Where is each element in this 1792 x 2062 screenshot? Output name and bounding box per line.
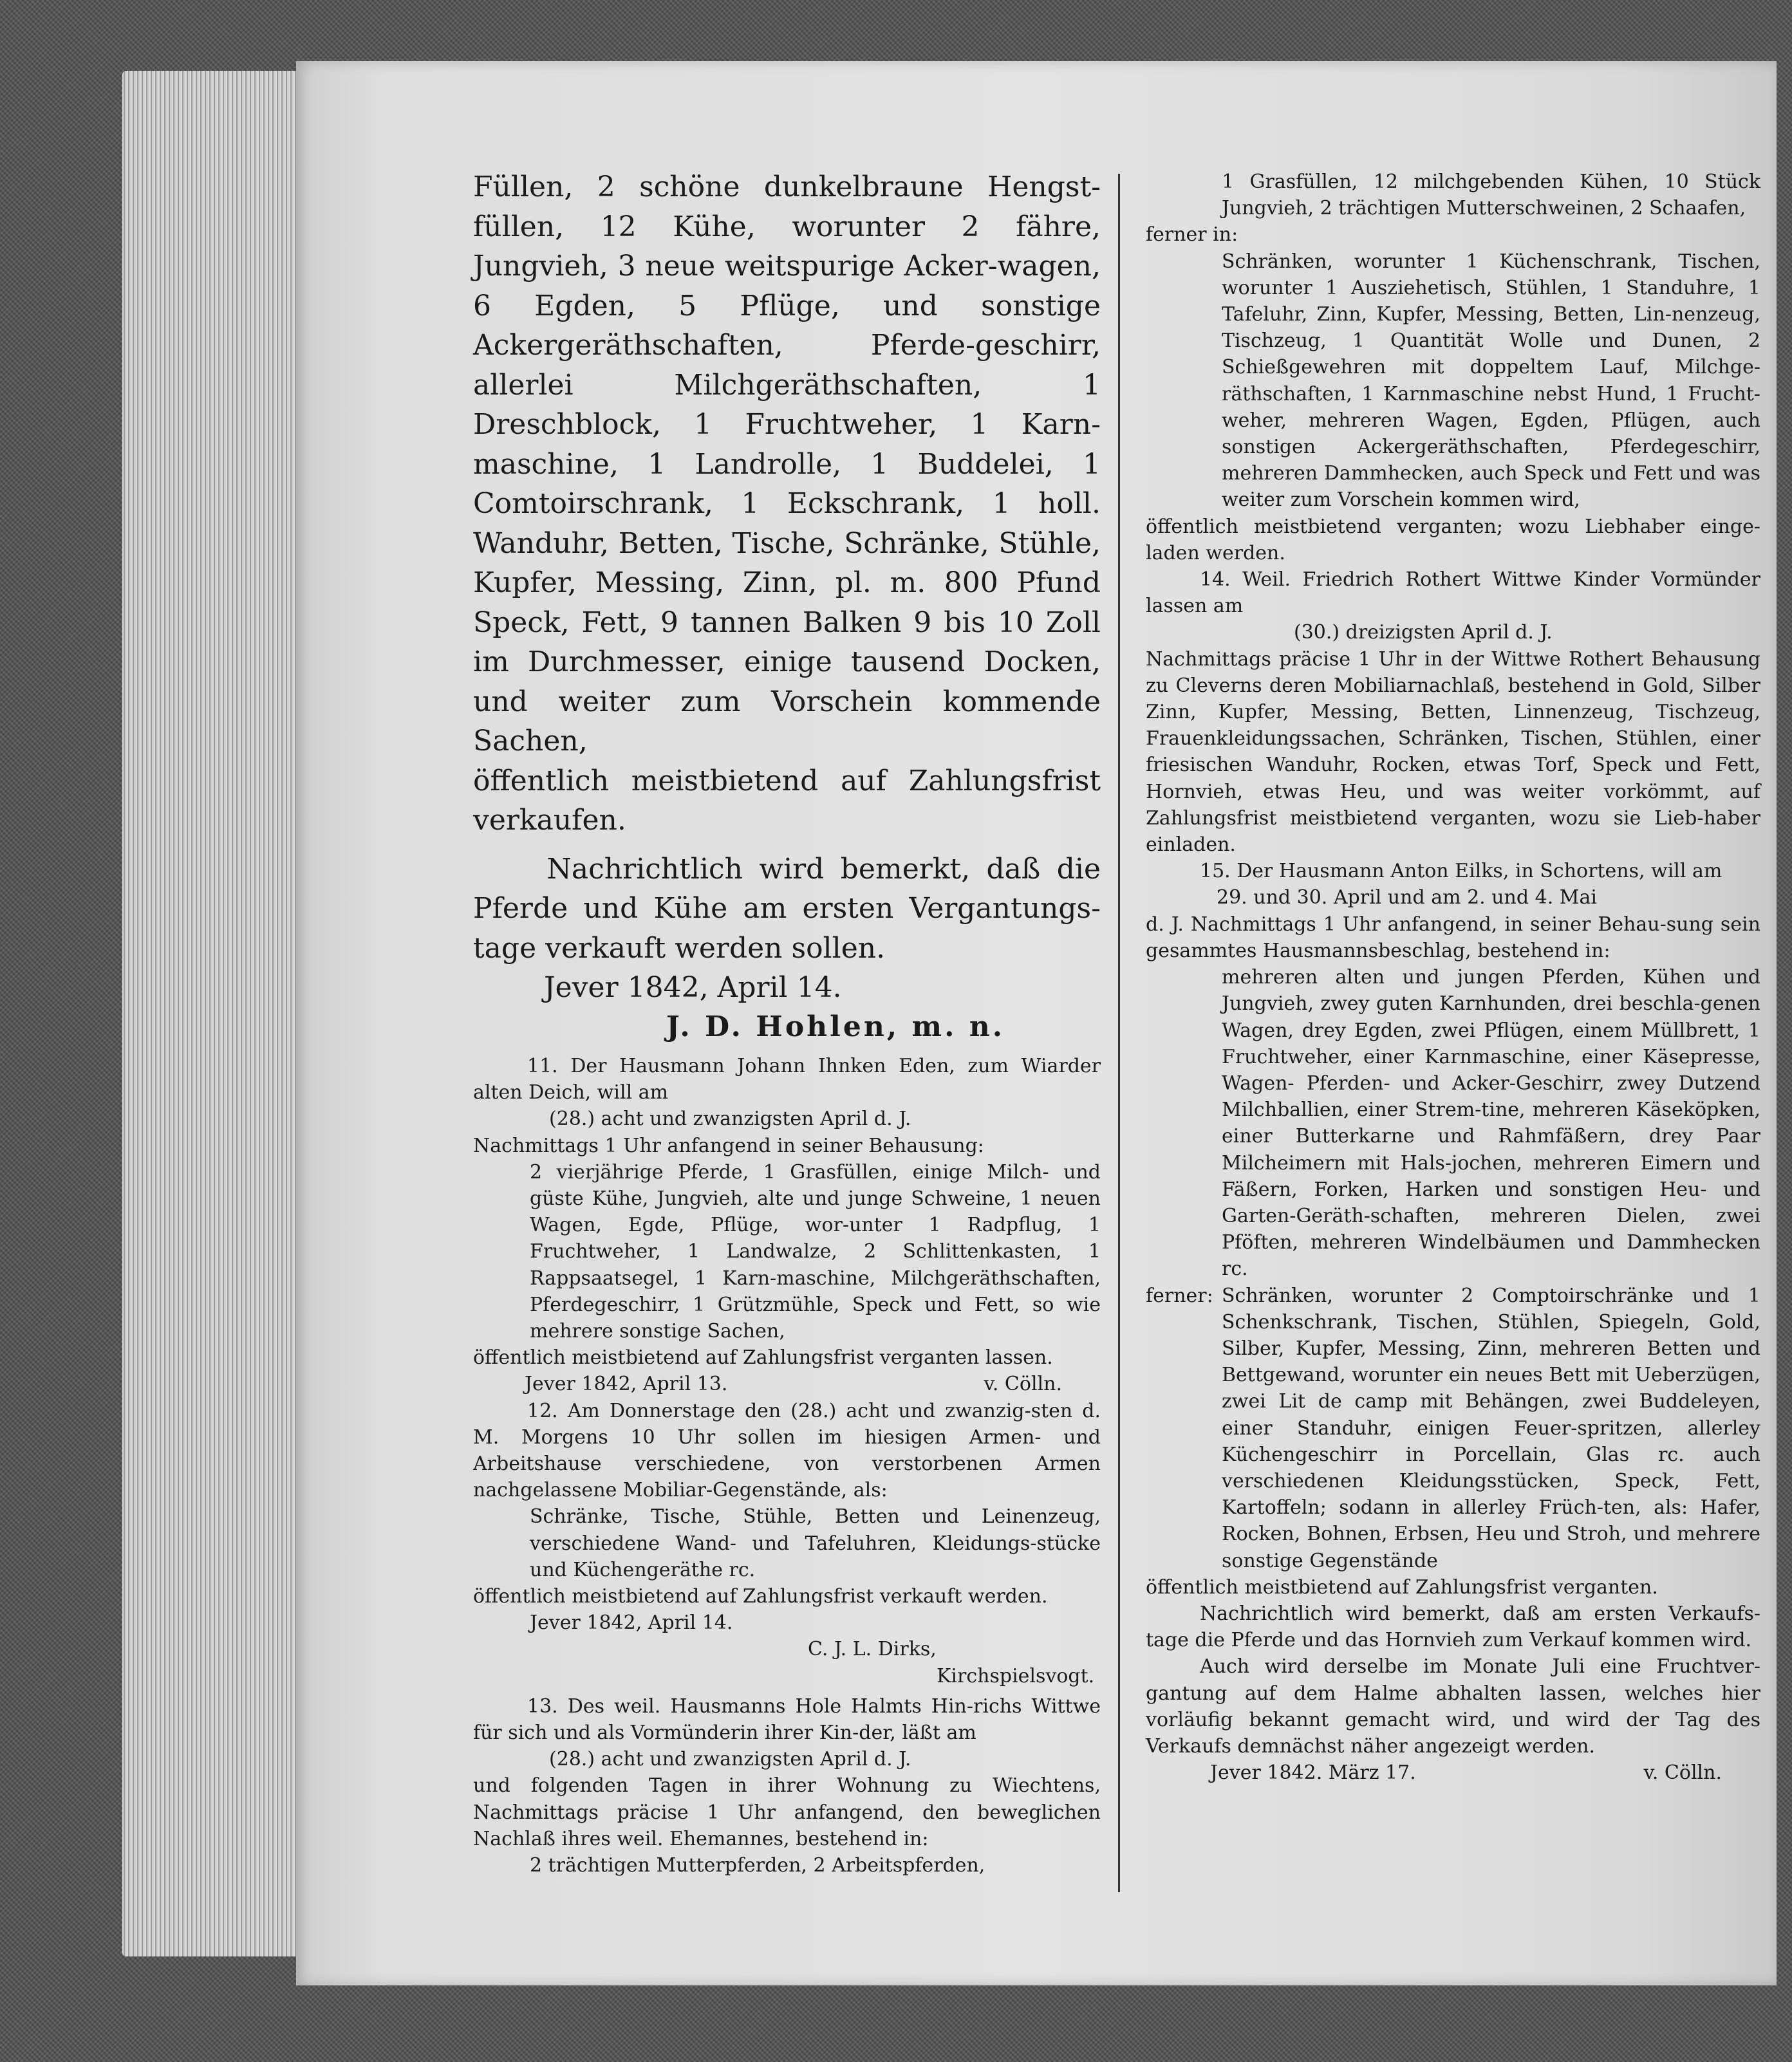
notice-15-date-line: Jever 1842. März 17. bbox=[1210, 1761, 1416, 1785]
notice-13-more-items: Schränken, worunter 1 Küchenschrank, Tischen, worunter 1 Ausziehetisch, Stühlen, 1 Standuhre, 1 Tafeluhr, Zinn, Kupfer, Messing, Betten, Lin-nenzeug, Tischzeug, 1 Quantität Wolle und Dunen, 2 Schießgewehren mit doppeltem Lauf, Milchge-räthschaften, 1 Karnmaschine nebst Hund, 1 Frucht-weher, mehreren Wagen, Egden, Pflügen, auch sonstigen Ackergeräthschaften, Pferdegeschirr, mehreren Dammhecken, auch Speck und Fett und was weiter zum Vorschein kommen wird, bbox=[1222, 250, 1760, 512]
notice-13-body: und folgenden Tagen in ihrer Wohnung zu Wiechtens, Nachmittags präcise 1 Uhr anfangend, den beweglichen Nachlaß ihres weil. Ehemannes, bestehend in: bbox=[473, 1774, 1101, 1850]
notice-15-ferner-items: Schränken, worunter 2 Comptoirschränke und 1 Schenkschrank, Tischen, Stühlen, Spiegeln, Gold, Silber, Kupfer, Messing, Zinn, mehreren Betten und Bettgewand, worunter ein neues Bett mit Ueberzügen, zwei Lit de camp mit Behängen, zwei Buddeleyen, einer Standuhr, einigen Feuer-spritzen, allerley Küchengeschirr in Porcellain, Glas rc. auch verschiedenen Kleidungsstücken, Speck, Fett, Kartoffeln; sodann in allerley Früch-ten, als: Hafer, Rocken, Bohnen, Erbsen, Heu und Stroh, und mehrere sonstige Gegenstände bbox=[1222, 1284, 1760, 1572]
notice-15-note-2: Auch wird derselbe im Monate Juli eine Fruchtver-gantung auf dem Halme abhalten lassen, welches hier vorläufig bekannt gemacht wird, und wird der Tag des Verkaufs demnächst näher angezeigt werden. bbox=[1146, 1655, 1760, 1758]
notice-11-intro: 11. Der Hausmann Johann Ihnken Eden, zum Wiarder alten Deich, will am bbox=[473, 1055, 1101, 1104]
notice-12-signature: C. J. L. Dirks, bbox=[808, 1638, 937, 1661]
notice-14-date: (30.) dreizigsten April d. J. bbox=[1294, 621, 1553, 644]
notice-15-ferner-label: ferner: bbox=[1146, 1284, 1213, 1307]
notice-paragraph: Nachrichtlich wird bemerkt, daß die Pferde und Kühe am ersten Vergantungs-tage verkauft werden sollen. bbox=[473, 852, 1101, 965]
notice-11-date: (28.) acht und zwanzigsten April d. J. bbox=[549, 1108, 911, 1131]
notice-15-sale: öffentlich meistbietend auf Zahlungsfrist verganten. bbox=[1146, 1575, 1658, 1599]
notice-15-date: 29. und 30. April und am 2. und 4. Mai bbox=[1217, 886, 1597, 909]
item-list-paragraph: Füllen, 2 schöne dunkelbraune Hengst-füllen, 12 Kühe, worunter 2 fähre, Jungvieh, 3 neue weitspurige Acker-wagen, 6 Egden, 5 Pflüge, und sonstige Ackergeräthschaften, Pferde-geschirr, allerlei Milchgeräthschaften, 1 Dreschblock, 1 Fruchtweher, 1 Karn-maschine, 1 Landrolle, 1 Buddelei, 1 Comtoirschrank, 1 Eckschrank, 1 holl. Wanduhr, Betten, Tische, Schränke, Stühle, Kupfer, Messing, Zinn, pl. m. 800 Pfund Speck, Fett, 9 tannen Balken 9 bis 10 Zoll im Durchmesser, einige tausend Docken, und weiter zum Vorschein kommende Sachen, bbox=[473, 171, 1101, 757]
notice-11-date-line: Jever 1842, April 13. bbox=[525, 1373, 728, 1396]
sale-clause: öffentlich meistbietend auf Zahlungsfrist verkaufen. bbox=[473, 764, 1101, 837]
notice-15-ferner-block bbox=[1146, 1283, 1760, 1574]
date-line: Jever 1842, April 14. bbox=[544, 971, 842, 1004]
notice-15-items: mehreren alten und jungen Pferden, Kühen und Jungvieh, zwey guten Karnhunden, drei beschla-genen Wagen, drey Egden, zwei Pflügen, einem Müllbrett, 1 Fruchtweher, einer Karnmaschine, einer Käsepresse, Wagen- Pferden- und Acker-Geschirr, zwey Dutzend Milchballien, einer Strem-tine, mehreren Käseköpken, einer Butterkarne und Rahmfäßern, drey Paar Milcheimern mit Hals-jochen, mehreren Eimern und Fäßern, Forken, Harken und sonstigen Heu- und Garten-Geräth-schaften, mehreren Dielen, zwei Pföften, mehreren Windelbäumen und Dammhecken rc. bbox=[1222, 966, 1760, 1281]
notice-13-sale: öffentlich meistbietend verganten; wozu Liebhaber einge-laden werden. bbox=[1146, 515, 1760, 564]
notice-14-intro: 14. Weil. Friedrich Rothert Wittwe Kinder Vormünder lassen am bbox=[1146, 568, 1760, 618]
notice-13-items: 2 trächtigen Mutterpferden, 2 Arbeitspferden, bbox=[530, 1854, 985, 1877]
notice-13-intro: 13. Des weil. Hausmanns Hole Halmts Hin-richs Wittwe für sich und als Vormünderin ihrer Kin-der, läßt am bbox=[473, 1695, 1101, 1745]
notice-15-time: d. J. Nachmittags 1 Uhr anfangend, in seiner Behau-sung sein gesammtes Hausmannsbeschlag, bestehend in: bbox=[1146, 913, 1760, 962]
notice-11-signature: v. Cölln. bbox=[984, 1373, 1062, 1396]
notice-12-items: Schränke, Tische, Stühle, Betten und Leinenzeug, verschiedene Wand- und Tafeluhren, Kleidungs-stücke und Küchengeräthe rc. bbox=[530, 1505, 1101, 1581]
notice-11-items: 2 vierjährige Pferde, 1 Grasfüllen, einige Milch- und güste Kühe, Jungvieh, alte und junge Schweine, 1 neuen Wagen, Egde, Pflüge, wor-unter 1 Radpflug, 1 Fruchtweher, 1 Landwalze, 2 Schlittenkasten, 1 Rappsaatsegel, 1 Karn-maschine, Milchgeräthschaften, Pferdegeschirr, 1 Grützmühle, Speck und Fett, so wie mehrere sonstige Sachen, bbox=[530, 1160, 1101, 1343]
right-column bbox=[1146, 169, 1760, 1786]
page-edges bbox=[122, 71, 303, 1956]
notice-15-footer bbox=[1146, 1760, 1760, 1786]
notice-11-footer bbox=[473, 1371, 1101, 1397]
notice-12-intro: 12. Am Donnerstage den (28.) acht und zwanzig-sten d. M. Morgens 10 Uhr sollen im hiesigen Armen- und Arbeitshause verschiedene, von verstorbenen Armen nachgelassene Mobiliar-Gegenstände, als: bbox=[473, 1399, 1101, 1502]
notice-13-items-cont: 1 Grasfüllen, 12 milchgebenden Kühen, 10 Stück Jungvieh, 2 trächtigen Mutterschweinen, 2 Schaafen, bbox=[1222, 171, 1760, 220]
notice-13-date: (28.) acht und zwanzigsten April d. J. bbox=[549, 1748, 911, 1771]
column-divider bbox=[1118, 174, 1120, 1892]
small-print-section bbox=[473, 1053, 1101, 1879]
notice-11-time: Nachmittags 1 Uhr anfangend in seiner Behausung: bbox=[473, 1134, 984, 1157]
notice-11-sale: öffentlich meistbietend auf Zahlungsfrist verganten lassen. bbox=[473, 1346, 1053, 1370]
notice-13-ferner: ferner in: bbox=[1146, 223, 1238, 246]
notice-12-sale: öffentlich meistbietend auf Zahlungsfrist verkauft werden. bbox=[473, 1585, 1048, 1608]
notice-15-note: Nachrichtlich wird bemerkt, daß am ersten Verkaufs-tage die Pferde und das Hornvieh zum Verkauf kommen wird. bbox=[1146, 1602, 1760, 1652]
large-print-section bbox=[473, 167, 1101, 1046]
notice-15-signature: v. Cölln. bbox=[1643, 1761, 1722, 1785]
notice-12-title: Kirchspielsvogt. bbox=[937, 1664, 1095, 1687]
notice-15-intro: 15. Der Hausmann Anton Eilks, in Schortens, will am bbox=[1200, 860, 1722, 883]
notice-14-body: Nachmittags präcise 1 Uhr in der Wittwe Rothert Behausung zu Cleverns deren Mobiliarnachlaß, bestehend in Gold, Silber Zinn, Kupfer, Messing, Betten, Linnenzeug, Tischzeug, Frauenkleidungssachen, Schränken, Tischen, Stühlen, einer friesischen Wanduhr, Rocken, etwas Torf, Speck und Fett, Hornvieh, etwas Heu, und was weiter vorkömmt, auf Zahlungsfrist meistbietend verganten, wozu sie Lieb-haber einladen. bbox=[1146, 647, 1760, 857]
notice-12-date-line: Jever 1842, April 14. bbox=[530, 1612, 733, 1635]
signature: J. D. Hohlen, m. n. bbox=[666, 1010, 1005, 1043]
left-column bbox=[473, 167, 1101, 1879]
